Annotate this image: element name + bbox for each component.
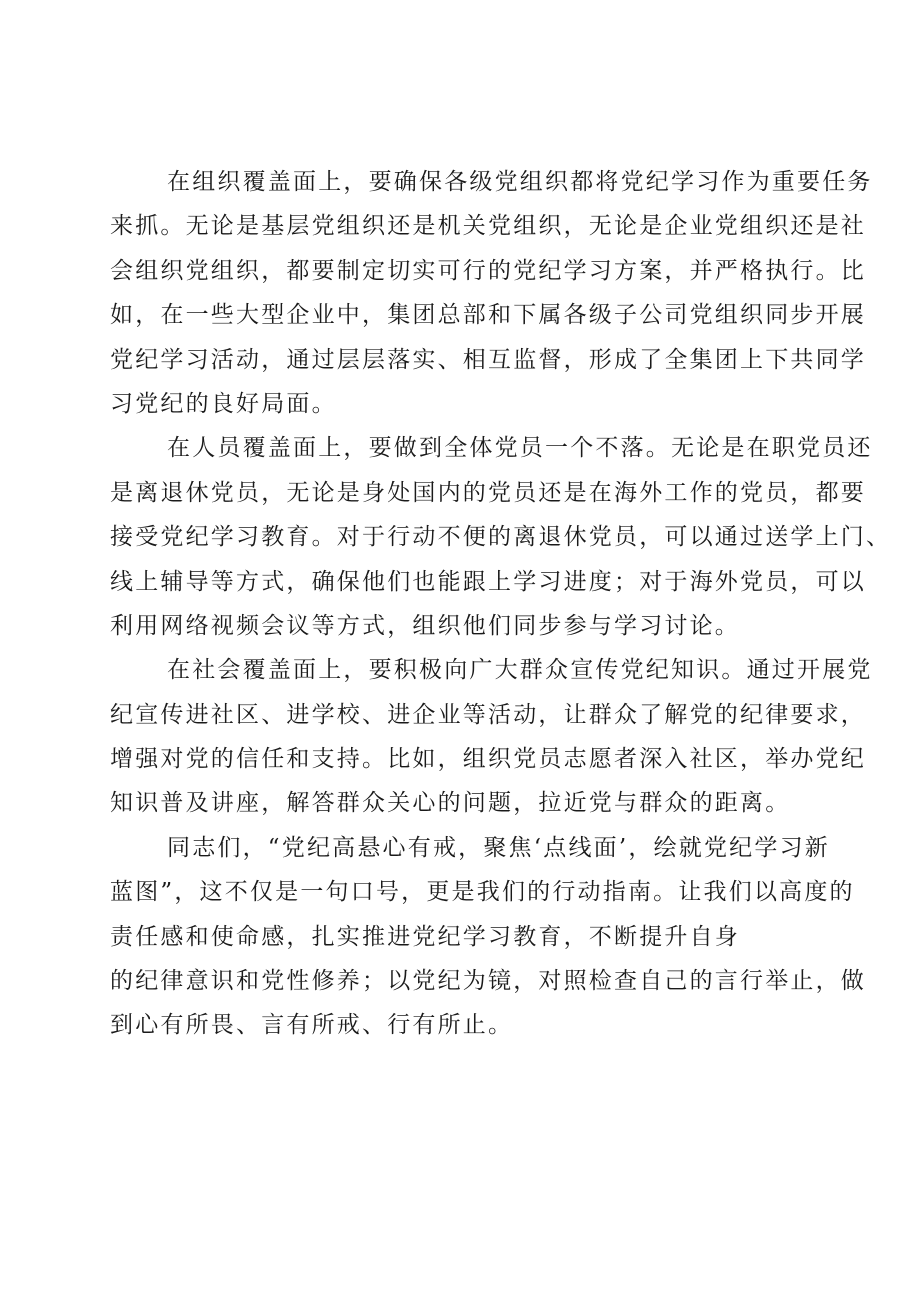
paragraph-line: 如，在一些大型企业中，集团总部和下属各级子公司党组织同步开展	[110, 302, 866, 329]
paragraph-line: 同志们，“党纪高悬心有戒，聚焦‘点线面’，绘就党纪学习新	[167, 834, 830, 861]
paragraph-line: 纪宣传进社区、进学校、进企业等活动，让群众了解党的纪律要求，	[110, 701, 866, 728]
paragraph-conclusion	[110, 826, 866, 1048]
paragraph-line: 到心有所畏、言有所戒、行有所止。	[110, 1012, 514, 1039]
paragraph-line: 党纪学习活动，通过层层落实、相互监督，形成了全集团上下共同学	[110, 346, 866, 373]
paragraph-line: 增强对党的信任和支持。比如，组织党员志愿者深入社区，举办党纪	[110, 746, 866, 773]
paragraph-line: 在人员覆盖面上，要做到全体党员一个不落。无论是在职党员还	[167, 435, 873, 462]
document-page	[110, 160, 892, 1048]
paragraph-society-coverage	[110, 648, 873, 826]
paragraph-line: 会组织党组织，都要制定切实可行的党纪学习方案，并严格执行。比	[110, 257, 866, 284]
paragraph-personnel-coverage	[110, 426, 892, 648]
paragraph-line: 知识普及讲座，解答群众关心的问题，拉近党与群众的距离。	[110, 790, 791, 817]
paragraph-line: 在组织覆盖面上，要确保各级党组织都将党纪学习作为重要任务	[167, 169, 873, 195]
paragraph-line: 在社会覆盖面上，要积极向广大群众宣传党纪知识。通过开展党	[167, 657, 873, 684]
paragraph-line: 接受党纪学习教育。对于行动不便的离退休党员，可以通过送学上门、	[110, 524, 892, 551]
paragraph-organization-coverage	[110, 160, 873, 426]
paragraph-line: 的纪律意识和党性修养；以党纪为镜，对照检查自己的言行举止，做	[110, 968, 866, 995]
paragraph-line: 是离退休党员，无论是身处国内的党员还是在海外工作的党员，都要	[110, 479, 866, 506]
paragraph-line: 习党纪的良好局面。	[110, 390, 337, 417]
paragraph-line: 来抓。无论是基层党组织还是机关党组织，无论是企业党组织还是社	[110, 213, 866, 240]
paragraph-line: 责任感和使命感，扎实推进党纪学习教育，不断提升自身	[110, 923, 740, 950]
paragraph-line: 线上辅导等方式，确保他们也能跟上学习进度；对于海外党员，可以	[110, 568, 866, 595]
paragraph-line: 蓝图”，这不仅是一句口号，更是我们的行动指南。让我们以高度的	[110, 879, 855, 906]
paragraph-line: 利用网络视频会议等方式，组织他们同步参与学习讨论。	[110, 612, 740, 639]
